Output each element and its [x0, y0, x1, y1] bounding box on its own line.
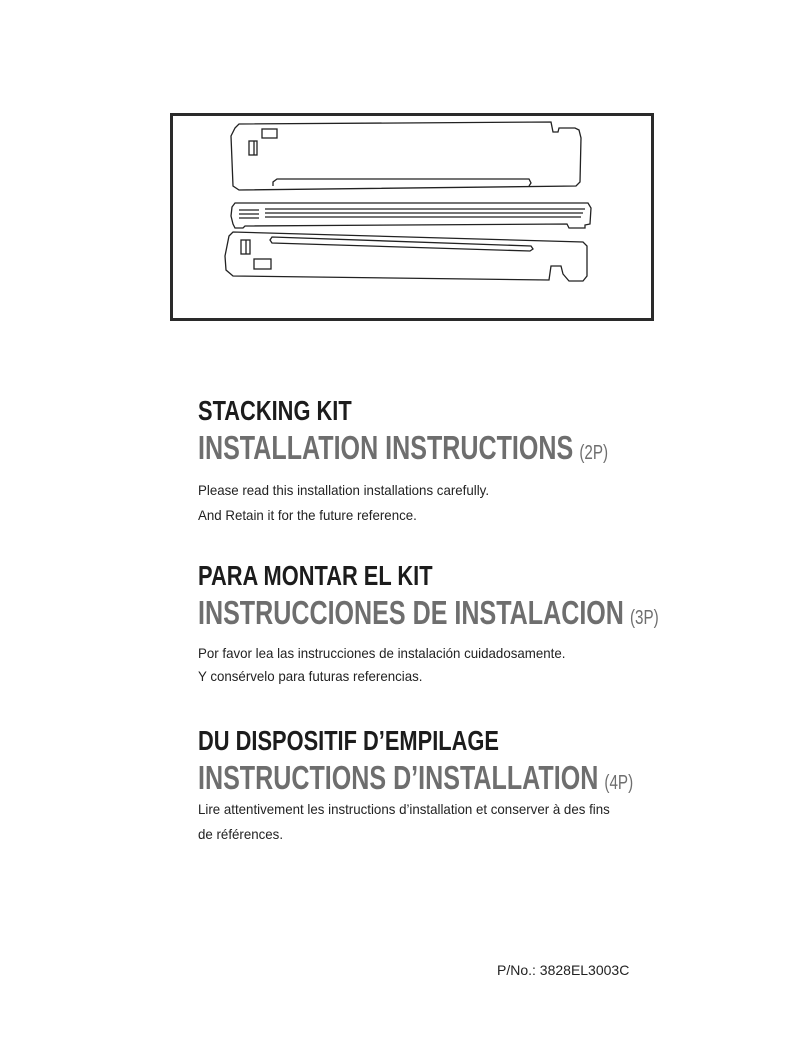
- parts-illustration: [170, 113, 654, 321]
- page-reference: (2P): [579, 442, 609, 464]
- section-title: DU DISPOSITIF D’EMPILAGE: [198, 725, 499, 756]
- bottom-bracket: [225, 232, 587, 281]
- section-french: [198, 726, 771, 847]
- body-line: Por favor lea las instrucciones de instalación cuidadosamente.: [198, 645, 566, 661]
- body-line: Please read this installation installations carefully.: [198, 482, 490, 498]
- section-subtitle: INSTALLATION INSTRUCTIONS (2P): [198, 429, 609, 466]
- body-line: de références.: [198, 826, 284, 842]
- top-bracket: [231, 122, 581, 190]
- page-reference: (4P): [604, 772, 634, 794]
- section-title: PARA MONTAR EL KIT: [198, 560, 433, 591]
- body-line: Lire attentivement les instructions d’installation et conserver à des fins: [198, 801, 610, 817]
- section-title: STACKING KIT: [198, 395, 352, 426]
- middle-rail: [231, 203, 591, 228]
- section-english: [198, 396, 738, 528]
- section-spanish: [198, 561, 802, 687]
- body-line: And Retain it for the future reference.: [198, 507, 417, 523]
- body-line: Y consérvelo para futuras referencias.: [198, 668, 423, 684]
- section-subtitle: INSTRUCCIONES DE INSTALACION (3P): [198, 594, 659, 631]
- section-subtitle: INSTRUCTIONS D’INSTALLATION (4P): [198, 759, 634, 796]
- page-reference: (3P): [629, 607, 659, 629]
- part-number: P/No.: 3828EL3003C: [497, 962, 630, 978]
